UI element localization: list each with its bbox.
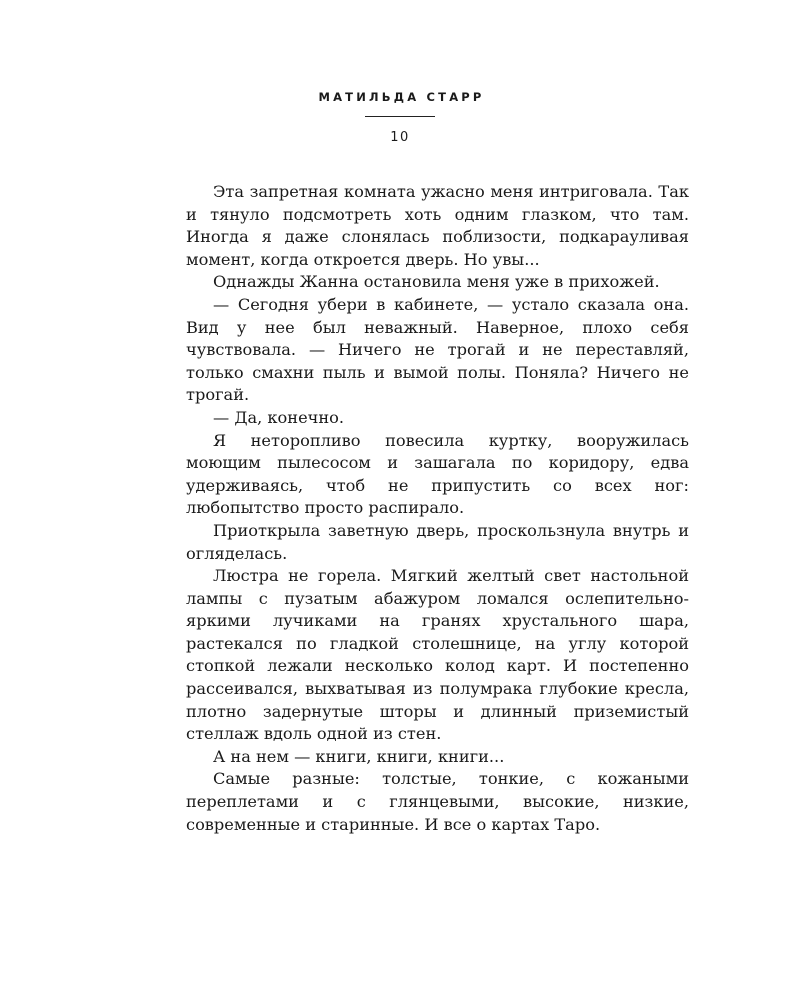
page-number: 10 bbox=[390, 130, 410, 146]
header-rule bbox=[365, 116, 435, 117]
paragraph: — Сегодня убери в кабинете, — устало сказала она. Вид у нее был неважный. Наверное, плохо себя чувствовала. — Ничего не трогай и не переставляй, только смахни пыль и вымой полы. Поняла? Ничего не трогай. bbox=[186, 294, 689, 405]
paragraph: А на нем — книги, книги, книги... bbox=[213, 746, 505, 766]
paragraph: Приоткрыла заветную дверь, проскользнула внутрь и огляделась. bbox=[186, 520, 689, 563]
paragraph: Эта запретная комната ужасно меня интриговала. Так и тянуло подсмотреть хоть одним глазком, что там. Иногда я даже слонялась поблизости, подкарауливая момент, когда откроется дверь. Но увы... bbox=[186, 182, 689, 269]
paragraph: Самые разные: толстые, тонкие, с кожаными переплетами и с глянцевыми, высокие, низкие, современные и старинные. И все о картах Таро. bbox=[186, 769, 689, 834]
paragraph: Я неторопливо повесила куртку, вооружилась моющим пылесосом и зашагала по коридору, едва удерживаясь, чтоб не припустить со всех ног: любопытство просто распирало. bbox=[186, 430, 689, 518]
paragraph: — Да, конечно. bbox=[213, 407, 345, 427]
body-text bbox=[186, 181, 689, 836]
running-header bbox=[0, 90, 800, 145]
author-name: МАТИЛЬДА СТАРР bbox=[318, 90, 485, 104]
paragraph: Люстра не горела. Мягкий желтый свет настольной лампы с пузатым абажуром ломался ослепительно-яркими лучиками на гранях хрустального шара, растекался по гладкой столешнице, на углу которой стопкой лежали несколько колод карт. И постепенно рассеивался, выхватывая из полумрака глубокие кресла, плотно задернутые шторы и длинный приземистый стеллаж вдоль одной из стен. bbox=[186, 566, 689, 744]
paragraph: Однажды Жанна остановила меня уже в прихожей. bbox=[213, 272, 660, 292]
